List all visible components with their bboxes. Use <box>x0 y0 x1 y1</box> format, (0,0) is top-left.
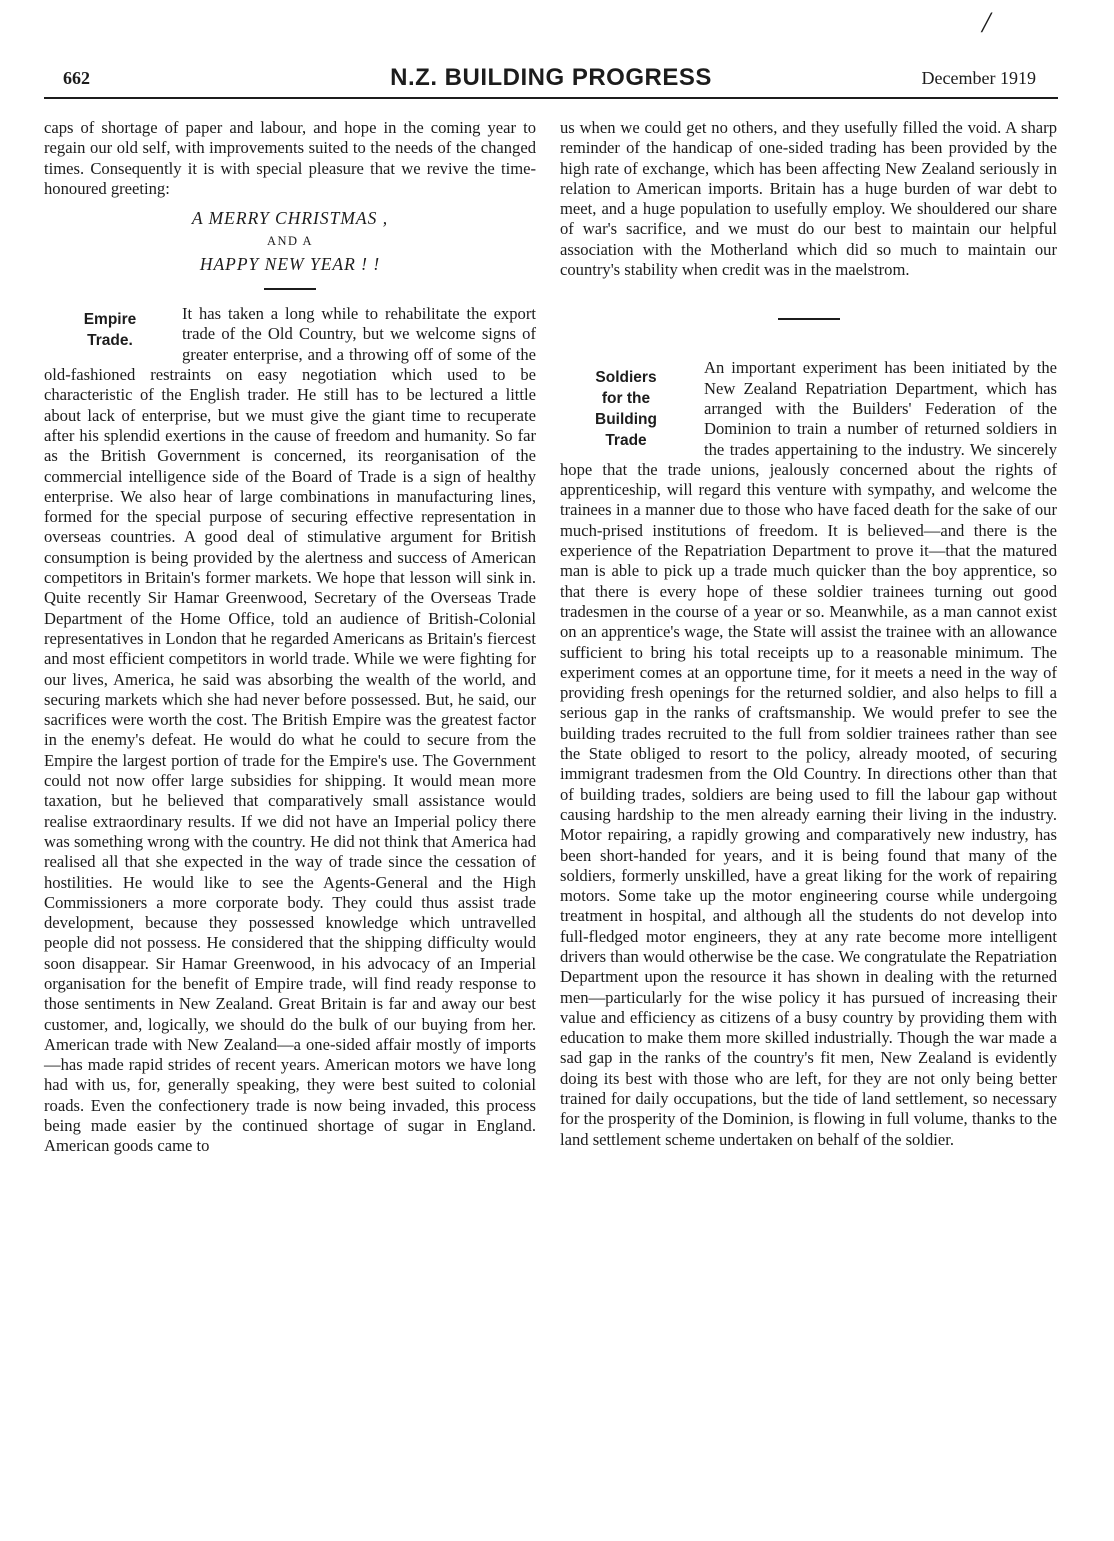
soldiers-side-head <box>560 367 692 451</box>
empire-trade-side-head <box>44 309 176 351</box>
section-divider <box>778 318 840 320</box>
right-column <box>560 118 1057 1150</box>
soldiers-section <box>560 358 1057 1150</box>
journal-title: N.Z. BUILDING PROGRESS <box>390 64 712 91</box>
intro-paragraph: caps of shortage of paper and labour, and hope in the coming year to regain our old self, with improvements suited to the needs of the changed times. Consequently it is with special pleasure that we revive the time-honoured greeting: <box>44 118 536 198</box>
header-rule <box>44 97 1058 99</box>
page-number: 662 <box>63 68 90 88</box>
side-head-line: Soldiers <box>595 369 657 387</box>
greeting-line-2: AND A <box>266 234 314 249</box>
greeting-line-3: HAPPY NEW YEAR ! ! <box>199 254 381 275</box>
side-head-line: Building <box>595 411 657 429</box>
empire-trade-section <box>44 304 536 1156</box>
empire-trade-body: It has taken a long while to rehabilitate the export trade of the Old Country, but we welcome signs of greater enterprise, and a throwing off of some of the old-fashioned restraints on easy negotiation which used to be characteristic of the English trader. He still has to be lectured a little about lack of enterprise, but we must give the giant time to recuperate after his splendid exertions in the cause of freedom and humanity. So far as the British Government is concerned, its reorganisation of the commercial intelligence side of the Board of Trade is a sign of healthy enterprise. We also hear of large combinations in manufacturing lines, formed for the special purpose of securing effective representation in overseas countries. A good deal of stimulative argument for British consumption is being provided by the alertness and success of American competitors in Britain's former markets. We hope that lesson will sink in. Quite recently Sir Hamar Greenwood, Secretary of the Overseas Trade Department of the Home Office, told an audience of British-Colonial representatives in London that he regarded Americans as Britain's fiercest and most efficient competitors in world trade. While we were fighting for our lives, America, he said was absorbing the wealth of the world, and securing markets which she had never before possessed. But, he said, our sacrifices were worth the cost. The British Empire was the greatest factor in the enemy's defeat. He would do what he could to secure from the Empire the largest portion of trade for the Empire's use. The Government could not now offer large subsidies for shipping. It would mean more taxation, but he believed that comparatively small assistance would realise extraordinary results. If we did not have an Imperial policy there was something wrong with the country. He did not think that America had realised all that she expected in the way of trade since the cessation of hostilities. He would like to see the Agents-General and the High Commissioners a more corporate body. They could thus assist trade development, because they possessed knowledge which untravelled people did not possess. He considered that the shipping difficulty would soon disappear. Sir Hamar Greenwood, in his advocacy of an Imperial organisation for the benefit of Empire trade, will find ready response to those sentiments in New Zealand. Great Britain is far and away our best customer, and, logically, we should do the bulk of our buying from her. American trade with New Zealand—a one-sided affair mostly of imports—has made rapid strides of recent years. American motors we have long had with us, for, generally speaking, they were best suited to colonial roads. Even the confectionery trade is now being invaded, this process being made easier by the continued shortage of sugar in England. American goods came to <box>44 304 536 1156</box>
holiday-greeting <box>44 207 536 276</box>
corner-mark: / <box>982 6 991 39</box>
side-head-line: Trade <box>605 432 647 450</box>
left-column <box>44 118 536 1157</box>
continuation-paragraph: us when we could get no others, and they usefully filled the void. A sharp reminder of the handicap of one-sided trading has been provided by the high rate of exchange, which has been affecting New Zealand seriously in relation to American imports. Britain has a huge burden of war debt to meet, and a huge population to usefully employ. We shouldered our share of war's sacrifice, and we must do our best to maintain our helpful association with the Motherland which did so much to maintain our country's stability when credit was in the maelstrom. <box>560 118 1057 280</box>
side-head-line: Empire <box>83 311 137 329</box>
side-head-line: Trade. <box>87 332 133 350</box>
soldiers-body: An important experiment has been initiated by the New Zealand Repatriation Department, which has arranged with the Builders' Federation of the Dominion to train a number of returned soldiers in the trades appertaining to the industry. We sincerely hope that the trade unions, jealously concerned about the rights of apprenticeship, will regard this venture with sympathy, and welcome the trainees in a manner due to those who have faced death for the sake of our much-prised institutions of freedom. It is believed—and there is the experience of the Repatriation Department to prove it—that the matured man is able to pick up a trade much quicker than the boy apprentice, so that there is every hope of these soldier trainees turning out good tradesmen in the course of a year or so. Meanwhile, as a man cannot exist on an apprentice's wage, the State will assist the trainee with an allowance sufficient to bring his total receipts up to a reasonable minimum. The experiment comes at an opportune time, for it meets a need in the way of providing fresh openings for the returned soldier, and also helps to fill a serious gap in the ranks of craftsmanship. We would prefer to see the building trades recruited to the full from soldier trainees rather than see the State obliged to resort to the policy, already mooted, of securing immigrant tradesmen from the Old Country. In directions other than that of building trades, soldiers are being used to fill the labour gap without causing hardship to the men already earning their living in the industry. Motor repairing, a rapidly growing and comparatively new industry, has been short-handed for years, and it is being found that many of the soldiers, formerly unskilled, have a great liking for the work of repairing motors. Some take up the motor engineering course while undergoing treatment in hospital, and although all the students do not develop into full-fledged motor engineers, they at any rate become more intelligent drivers than would otherwise be the case. We congratulate the Repatriation Department upon the resource it has shown in dealing with the returned men—particularly for the wise policy it has pursued of increasing their value and efficiency as citizens of a busy country by providing them with education to make them more skilled industrially. Though the war made a sad gap in the ranks of the country's fit men, New Zealand is evidently doing its best with those who are left, for they are not only being better trained for daily occupations, but the tide of land settlement, so necessary for the prosperity of the Dominion, is flowing in full volume, thanks to the land settlement scheme undertaken on behalf of the soldier. <box>560 358 1057 1149</box>
section-divider <box>264 288 316 290</box>
page-header <box>44 64 1058 100</box>
issue-date: December 1919 <box>921 68 1036 88</box>
side-head-line: for the <box>601 390 651 408</box>
greeting-line-1: A MERRY CHRISTMAS , <box>191 208 389 229</box>
